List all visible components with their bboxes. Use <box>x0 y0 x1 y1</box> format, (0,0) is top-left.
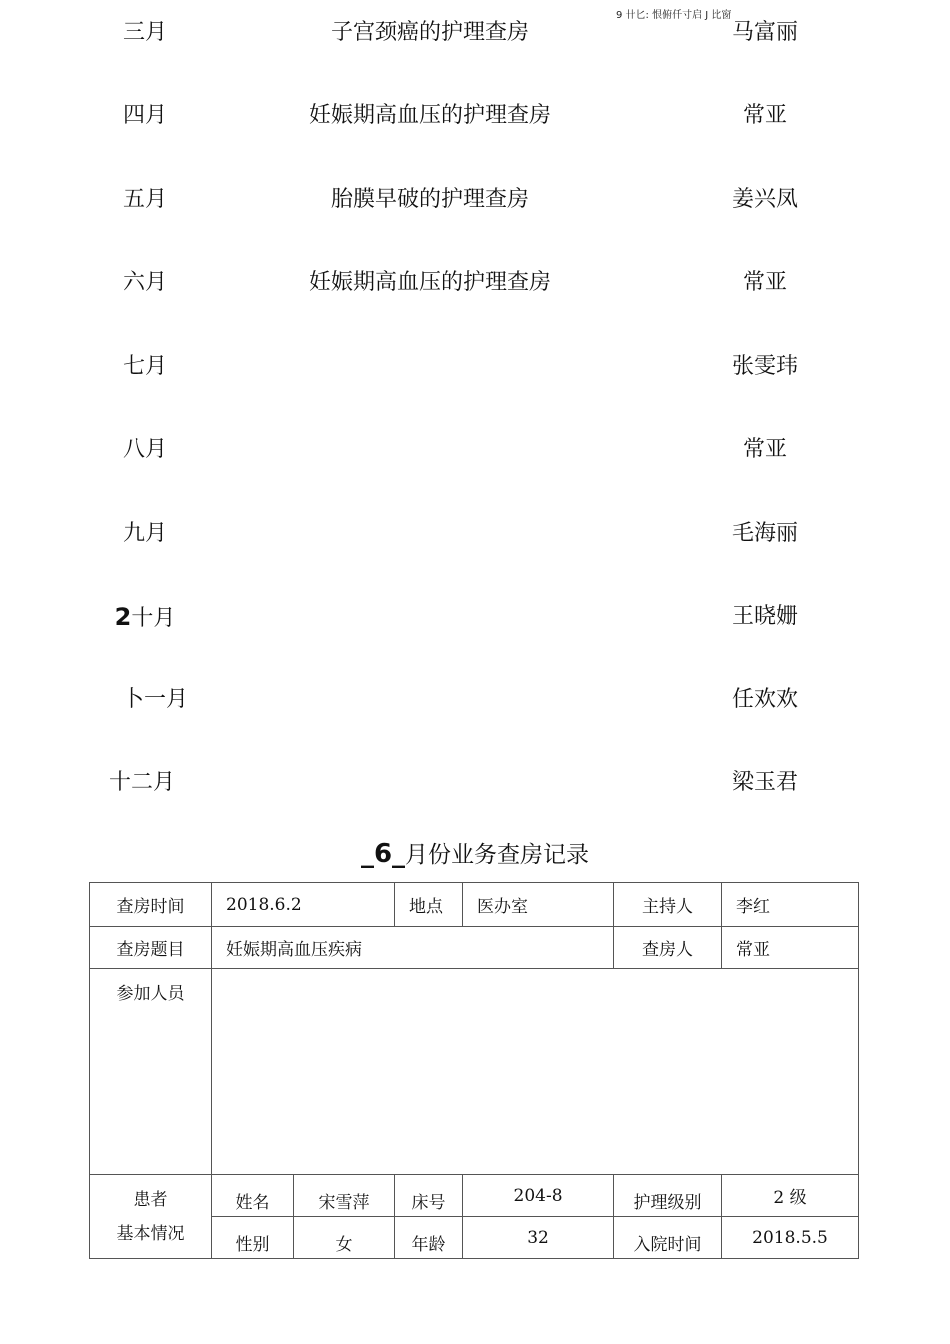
schedule-month: 2十月 <box>114 603 176 631</box>
value-name: 宋雪萍 <box>294 1175 395 1217</box>
schedule-person: 毛海丽 <box>731 521 798 546</box>
label-care-level: 护理级别 <box>614 1175 722 1217</box>
label-name: 姓名 <box>212 1175 294 1217</box>
table-row <box>90 969 859 1175</box>
schedule-row <box>0 101 950 131</box>
month-prefix: 2 <box>114 603 132 631</box>
label-topic: 查房题目 <box>90 927 212 969</box>
table-row <box>90 927 859 969</box>
value-care-level: 2 级 <box>722 1175 859 1217</box>
record-title-text: 月份业务查房记录 <box>405 842 590 868</box>
record-title-number: _6_ <box>360 839 406 869</box>
value-time: 2018.6.2 <box>212 883 395 927</box>
schedule-topic: 妊娠期高血压的护理查房 <box>308 270 551 295</box>
schedule-month: 卜一月 <box>121 687 188 712</box>
schedule-person: 常亚 <box>742 103 787 128</box>
header-note: 9 卄匕: 恨俯仟寸启 J 比窗 <box>616 10 732 21</box>
label-host: 主持人 <box>614 883 722 927</box>
schedule-month: 三月 <box>122 20 167 45</box>
schedule-row <box>0 519 950 549</box>
value-rounder: 常亚 <box>722 927 859 969</box>
schedule-row <box>0 18 950 48</box>
label-place: 地点 <box>395 883 463 927</box>
schedule-row <box>0 602 950 632</box>
schedule-row <box>0 435 950 465</box>
value-topic: 妊娠期高血压疾病 <box>212 927 614 969</box>
schedule-row <box>0 768 950 798</box>
schedule-person: 常亚 <box>742 270 787 295</box>
schedule-topic: 胎膜早破的护理查房 <box>330 187 529 212</box>
schedule-month: 十二月 <box>108 770 175 795</box>
schedule-person: 张雯玮 <box>731 354 798 379</box>
schedule-person: 任欢欢 <box>731 687 798 712</box>
table-row <box>90 883 859 927</box>
value-gender: 女 <box>294 1217 395 1259</box>
value-place: 医办室 <box>463 883 614 927</box>
schedule-month: 八月 <box>122 437 167 462</box>
schedule-person: 马富丽 <box>731 20 798 45</box>
value-admission: 2018.5.5 <box>722 1217 859 1259</box>
label-time: 查房时间 <box>90 883 212 927</box>
schedule-person: 姜兴凤 <box>731 187 798 212</box>
label-rounder: 查房人 <box>614 927 722 969</box>
record-table <box>89 882 859 1259</box>
value-participants <box>212 969 859 1175</box>
schedule-row <box>0 685 950 715</box>
schedule-person: 常亚 <box>742 437 787 462</box>
label-gender: 性别 <box>212 1217 294 1259</box>
label-age: 年龄 <box>395 1217 463 1259</box>
label-patient: 患者 基本情况 <box>90 1175 212 1259</box>
schedule-month: 五月 <box>122 187 167 212</box>
schedule-month: 七月 <box>122 354 167 379</box>
schedule-person: 梁玉君 <box>731 770 798 795</box>
label-participants: 参加人员 <box>90 969 212 1175</box>
schedule-topic: 妊娠期高血压的护理查房 <box>308 103 551 128</box>
label-bed: 床号 <box>395 1175 463 1217</box>
schedule-topic: 子宫颈癌的护理查房 <box>330 20 529 45</box>
schedule-row <box>0 268 950 298</box>
label-admission: 入院时间 <box>614 1217 722 1259</box>
schedule-month: 四月 <box>122 103 167 128</box>
schedule-row <box>0 185 950 215</box>
value-host: 李红 <box>722 883 859 927</box>
table-row <box>90 1175 859 1217</box>
schedule-month: 九月 <box>122 521 167 546</box>
schedule-month: 六月 <box>122 270 167 295</box>
record-title <box>0 838 950 871</box>
value-age: 32 <box>463 1217 614 1259</box>
schedule-row <box>0 352 950 382</box>
schedule-person: 王晓姗 <box>731 604 798 629</box>
value-bed: 204-8 <box>463 1175 614 1217</box>
